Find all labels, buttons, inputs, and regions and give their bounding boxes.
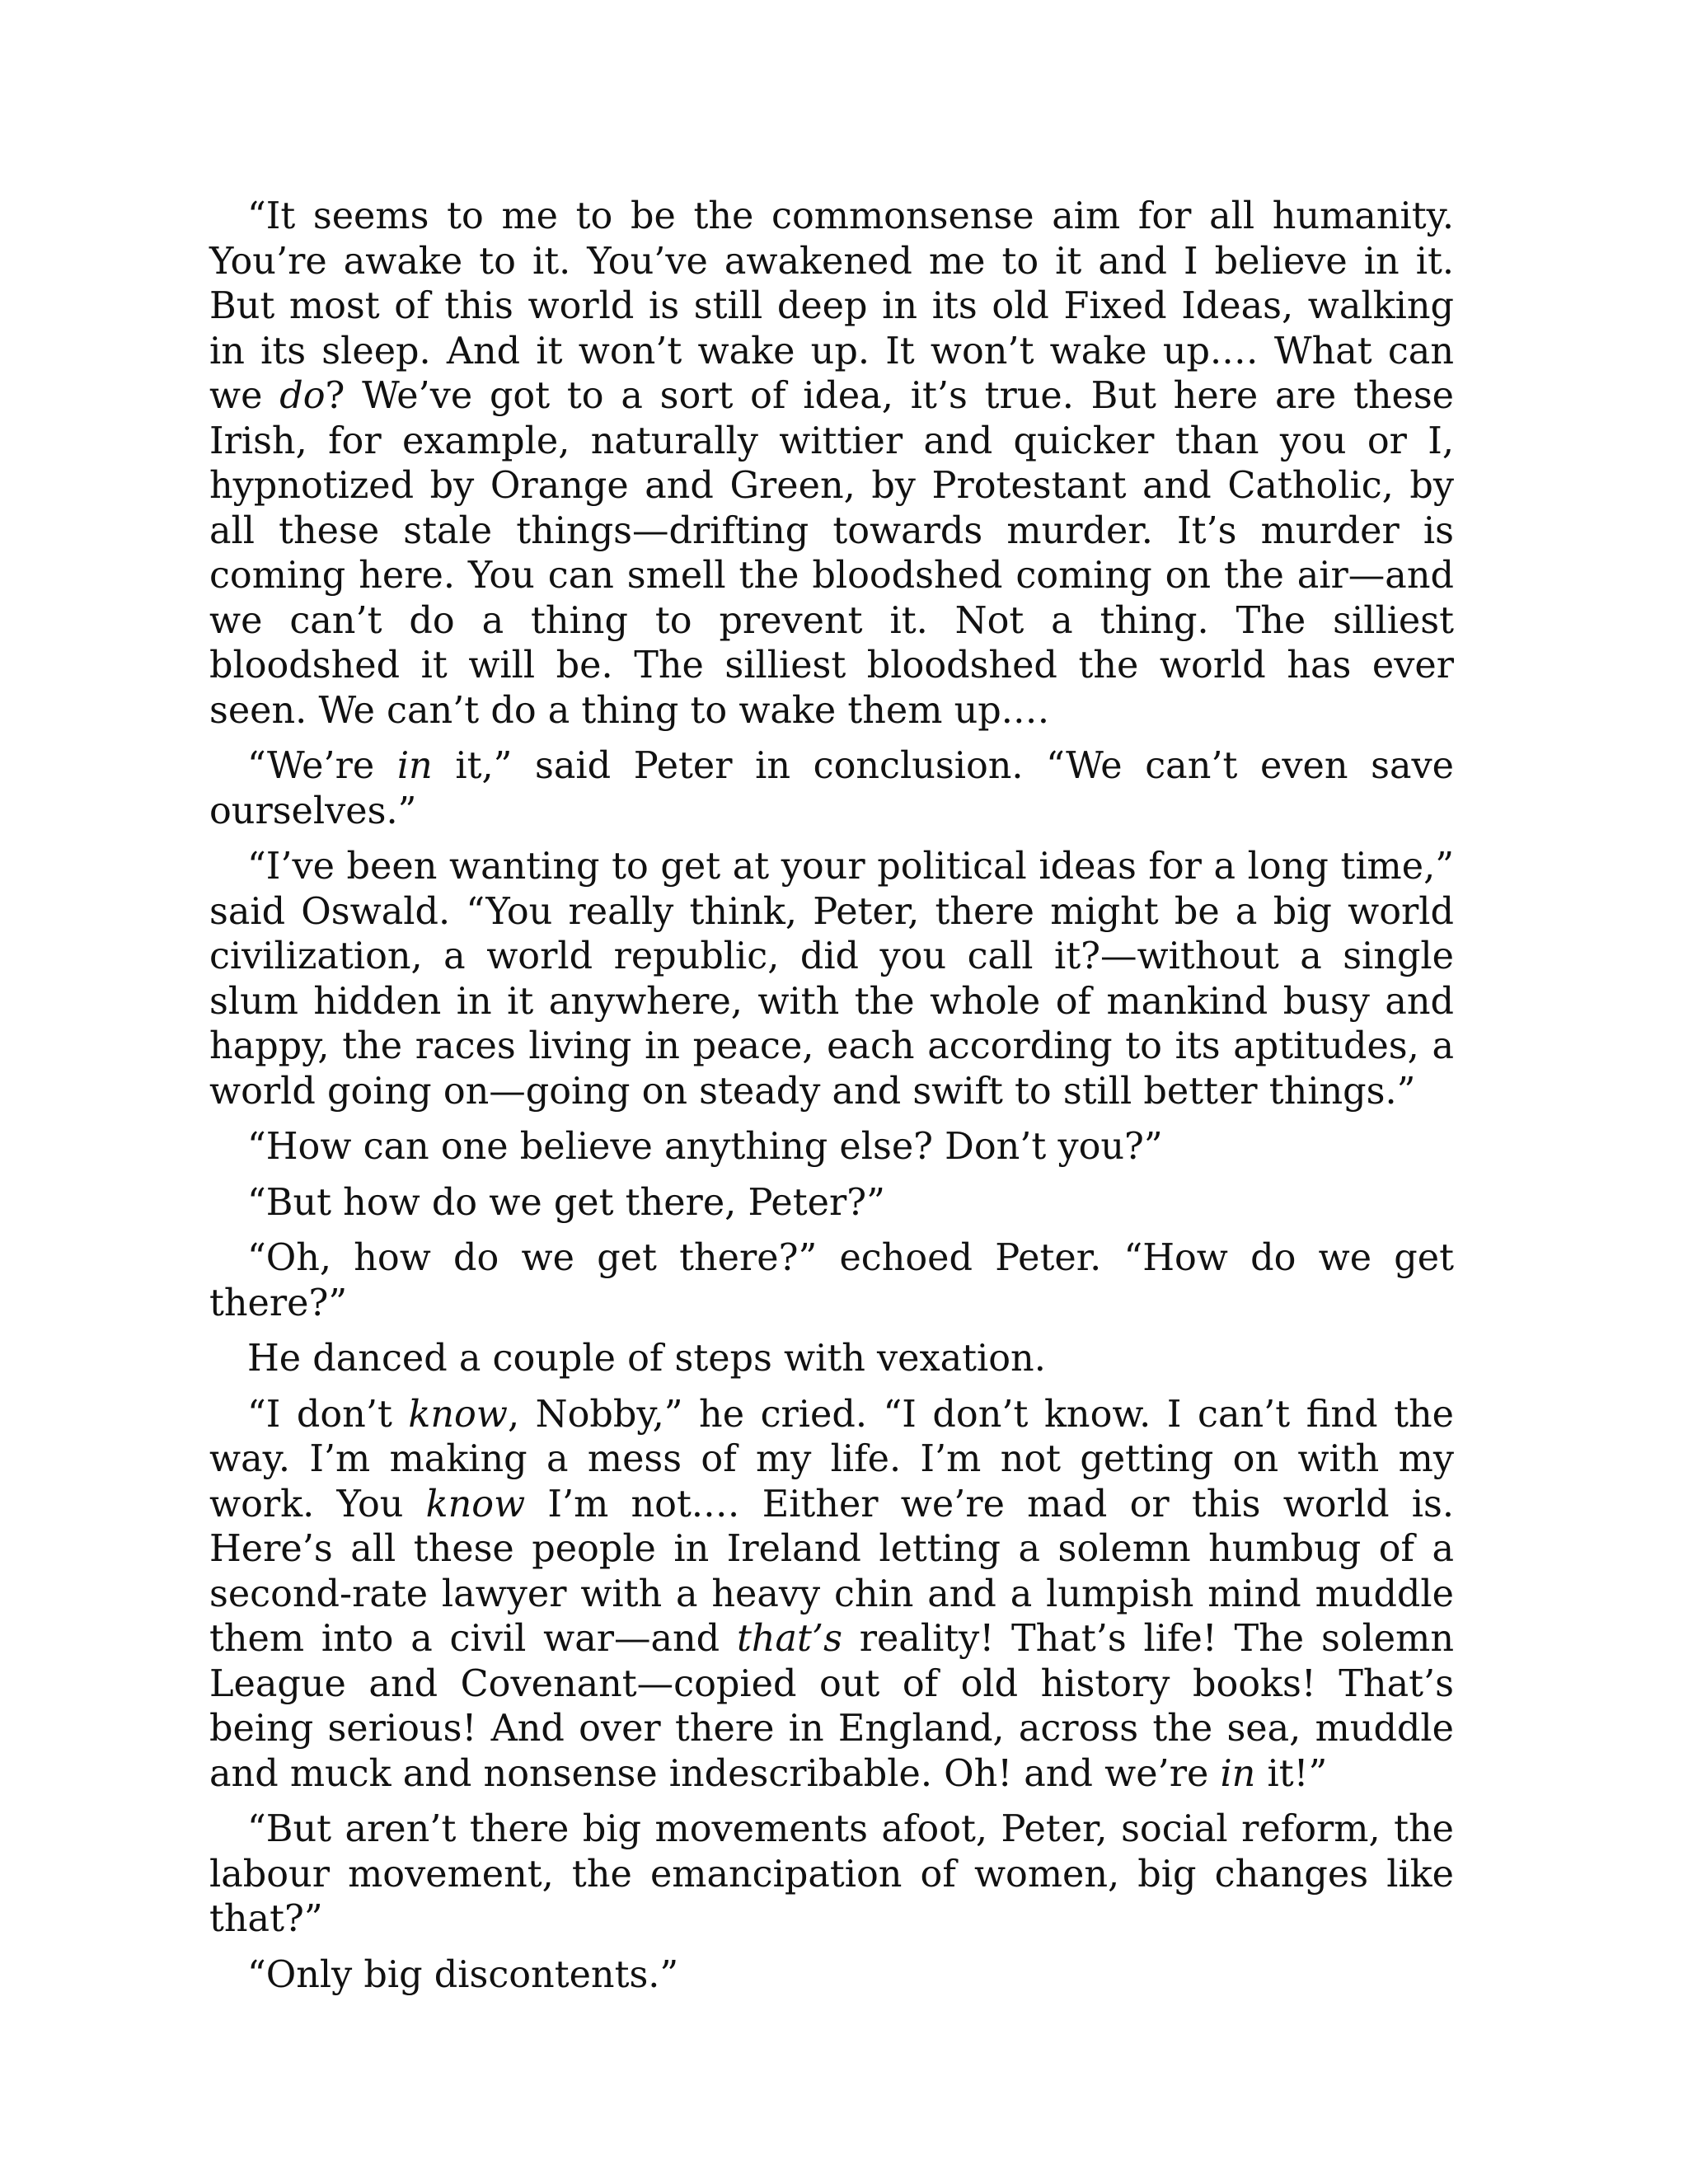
text-run: “Only big discontents.”: [247, 1953, 679, 1996]
paragraph: [209, 1393, 1454, 1797]
italic-text: in: [396, 745, 433, 787]
text-run: “It seems to me to be the commonsense aim for all humanity. You’re awake to it. You’ve awakened me to it and I believe in it. But most of this world is still deep in its old Fixed Ideas, walking in its sleep. And it won’t wake up. It won’t wake up.… What can we: [209, 195, 1454, 417]
text-run: “I don’t: [247, 1393, 409, 1436]
text-run: “But how do we get there, Peter?”: [247, 1181, 885, 1224]
text-run: it,” said Peter in conclusion. “We can’t even save ourselves.”: [209, 745, 1454, 832]
text-run: , Nobby,” he cried. “I don’t know. I can’t find the way. I’m making a mess of my life. I’m not getting on with my work. You: [209, 1393, 1454, 1526]
paragraph: [209, 1181, 1454, 1226]
text-run: “How can one believe anything else? Don’t you?”: [247, 1126, 1163, 1168]
italic-text: do: [279, 375, 326, 417]
text-run: He danced a couple of steps with vexation.: [247, 1338, 1046, 1380]
paragraph: [209, 1953, 1454, 1999]
paragraph: [209, 845, 1454, 1114]
italic-text: know: [425, 1483, 526, 1526]
text-run: I’m not.… Either we’re mad or this world is. Here’s all these people in Ireland letting a solemn humbug of a second-rate lawyer with a heavy chin and a lumpish mind muddle them into a civil war—and: [209, 1483, 1454, 1660]
text-run: reality! That’s life! The solemn League and Covenant—copied out of old history books! That’s being serious! And over there in England, across the sea, muddle and muck and nonsense indescribable. Oh! and we’re: [209, 1618, 1454, 1795]
italic-text: that’s: [736, 1618, 842, 1660]
italic-text: in: [1220, 1752, 1256, 1795]
paragraph: [209, 1125, 1454, 1170]
italic-text: know: [408, 1393, 508, 1436]
paragraph: [209, 1807, 1454, 1943]
paragraph: [209, 744, 1454, 834]
paragraph: [209, 1236, 1454, 1326]
text-run: “But aren’t there big movements afoot, Peter, social reform, the labour movement, the emancipation of women, big changes like that?”: [209, 1808, 1454, 1940]
text-run: ? We’ve got to a sort of idea, it’s true. But here are these Irish, for example, naturally wittier and quicker than you or I, hypnotized by Orange and Green, by Protestant and Catholic, by all these stale things—drifting towards murder. It’s murder is coming here. You can smell the bloodshed coming on the air—and we can’t do a thing to prevent it. Not a thing. The silliest bloodshed it will be. The silliest bloodshed the world has ever seen. We can’t do a thing to wake them up.…: [209, 375, 1454, 732]
book-page: [209, 194, 1454, 2008]
text-run: “We’re: [247, 745, 397, 787]
text-run: “I’ve been wanting to get at your political ideas for a long time,” said Oswald. “You really think, Peter, there might be a big world civilization, a world republic, did you call it?—without a single slum hidden in it anywhere, with the whole of mankind busy and happy, the races living in peace, each according to its aptitudes, a world going on—going on steady and swift to still better things.”: [209, 846, 1454, 1113]
text-run: “Oh, how do we get there?” echoed Peter. “How do we get there?”: [209, 1237, 1454, 1324]
paragraph: [209, 194, 1454, 733]
paragraph: [209, 1337, 1454, 1382]
text-run: it!”: [1255, 1752, 1328, 1795]
